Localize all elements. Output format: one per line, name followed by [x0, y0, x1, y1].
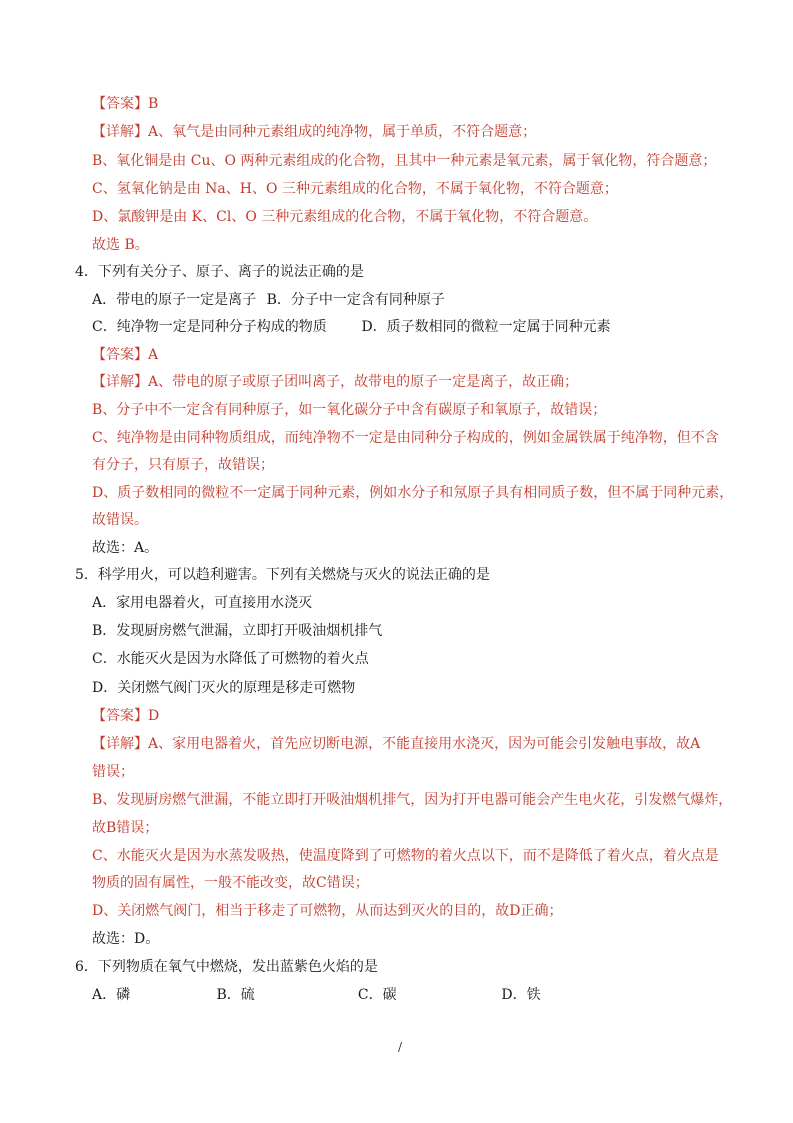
q5-conclusion: 故选：D。	[92, 931, 160, 947]
q5-detail-line-5: C、水能灭火是因为水蒸发吸热，使温度降到了可燃物的着火点以下，而不是降低了着火点，着火点是	[92, 848, 719, 864]
q5-option-c: C．水能灭火是因为水降低了可燃物的着火点	[92, 651, 369, 667]
q4-detail-line-3: C、纯净物是由同种物质组成，而纯净物不一定是由同种分子构成的，例如金属铁属于纯净物，但不含	[92, 430, 719, 446]
q6-stem: 6．下列物质在氧气中燃烧，发出蓝紫色火焰的是	[75, 959, 378, 975]
q5-detail-line-1	[92, 734, 700, 754]
q6-option-b: B．硫	[216, 987, 255, 1003]
answer-value: B	[148, 96, 159, 112]
q4-detail-line-1	[92, 372, 578, 392]
answer-tag: 【答案】	[92, 708, 148, 724]
q5-detail-line-2: 错误；	[92, 764, 134, 780]
q6-options-row	[92, 985, 541, 1005]
answer-tag: 【答案】	[92, 347, 148, 363]
q5-detail-line-3: B、发现厨房燃气泄漏，不能立即打开吸油烟机排气，因为打开电器可能会产生电火花，引发燃气爆炸，	[92, 792, 733, 808]
detail-tag: 【详解】	[92, 736, 148, 752]
q6-option-d: D．铁	[501, 987, 541, 1003]
detail-tag: 【详解】	[92, 374, 148, 390]
answer-tag: 【答案】	[92, 96, 148, 112]
q3-detail-line-1	[92, 122, 536, 142]
q6-option-c: C．碳	[357, 987, 397, 1003]
q5-answer	[92, 706, 159, 726]
q4-option-a: A．带电的原子一定是离子	[92, 292, 257, 308]
answer-value: A	[148, 347, 159, 363]
q3-detail-line-2: B、氧化铜是由 Cu、O 两种元素组成的化合物，且其中一种元素是氧元素，属于氧化物，符合题意；	[92, 153, 717, 169]
q4-stem: 4．下列有关分子、原子、离子的说法正确的是	[75, 264, 364, 280]
q5-stem: 5．科学用火，可以趋利避害。下列有关燃烧与灭火的说法正确的是	[75, 567, 490, 583]
q4-options-row-2	[92, 317, 611, 337]
detail-text: A、带电的原子或原子团叫离子，故带电的原子一定是离子，故正确；	[148, 374, 579, 390]
q4-detail-line-4: 有分子，只有原子，故错误；	[92, 457, 274, 473]
q3-detail-line-4: D、氯酸钾是由 K、Cl、O 三种元素组成的化合物，不属于氧化物，不符合题意。	[92, 209, 598, 225]
q5-detail-line-4: 故B错误；	[92, 820, 159, 836]
q4-detail-line-6: 故错误。	[92, 512, 148, 528]
detail-text: A、氧气是由同种元素组成的纯净物，属于单质，不符合题意；	[148, 124, 537, 140]
q5-option-d: D．关闭燃气阀门灭火的原理是移走可燃物	[92, 680, 356, 696]
detail-text: A、家用电器着火，首先应切断电源，不能直接用水浇灭，因为可能会引发触电事故，故A	[148, 736, 701, 752]
detail-tag: 【详解】	[92, 124, 148, 140]
q4-options-row-1	[92, 290, 445, 310]
q4-option-c: C．纯净物一定是同种分子构成的物质	[92, 319, 327, 335]
q3-detail-line-3: C、氢氧化钠是由 Na、H、O 三种元素组成的化合物，不属于氧化物，不符合题意；	[92, 181, 618, 197]
page-number: /	[398, 1040, 403, 1054]
q6-option-a: A．磷	[92, 987, 131, 1003]
q5-detail-line-6: 物质的固有属性，一般不能改变，故C错误；	[92, 875, 369, 891]
q4-detail-line-5: D、质子数相同的微粒不一定属于同种元素，例如水分子和氖原子具有相同质子数，但不属于同种元素，	[92, 485, 734, 501]
q3-answer	[92, 94, 158, 114]
q5-detail-line-7: D、关闭燃气阀门，相当于移走了可燃物，从而达到灭火的目的，故D正确；	[92, 903, 563, 919]
q4-conclusion: 故选：A。	[92, 540, 159, 556]
answer-value: D	[148, 708, 160, 724]
q4-answer	[92, 345, 158, 365]
q3-conclusion: 故选 B。	[92, 237, 149, 253]
q5-option-b: B．发现厨房燃气泄漏，立即打开吸油烟机排气	[92, 623, 383, 639]
q4-option-b: B．分子中一定含有同种原子	[266, 292, 445, 308]
q4-detail-line-2: B、分子中不一定含有同种原子，如一氧化碳分子中含有碳原子和氧原子，故错误；	[92, 402, 607, 418]
q5-option-a: A．家用电器着火，可直接用水浇灭	[92, 595, 313, 611]
q4-option-d: D．质子数相同的微粒一定属于同种元素	[361, 319, 611, 335]
